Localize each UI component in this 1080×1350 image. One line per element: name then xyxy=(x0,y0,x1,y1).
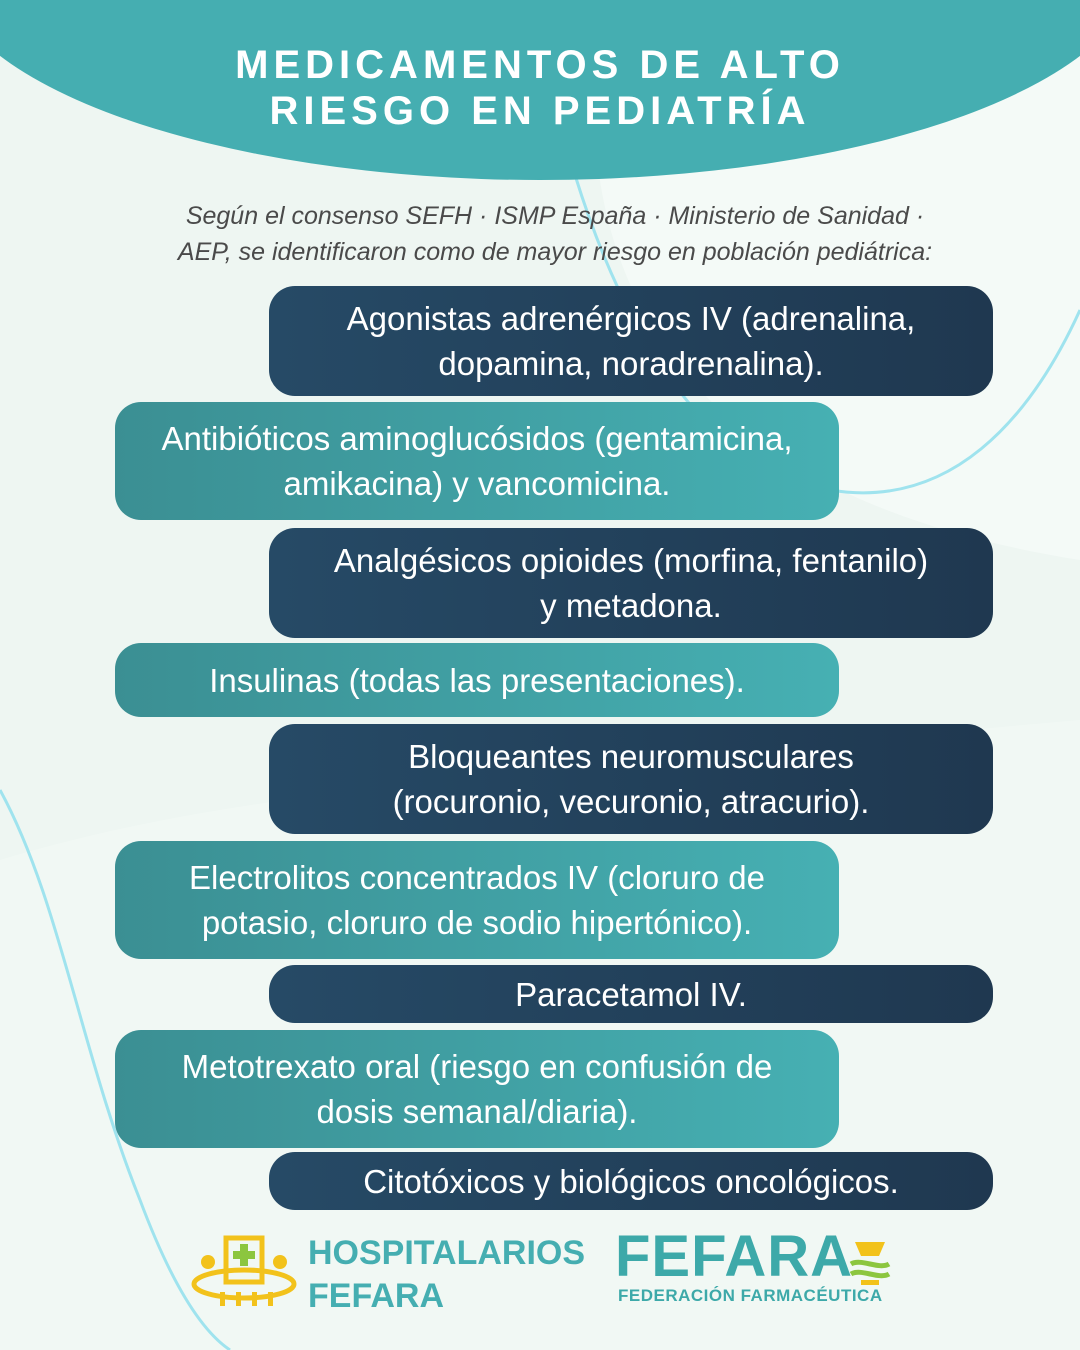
item-paracetamol xyxy=(269,965,993,1023)
hospitalarios-wordmark xyxy=(308,1232,585,1318)
fefara-wordmark: FEFARA xyxy=(615,1224,853,1289)
intro-line-1: Según el consenso SEFH · ISMP España · Ministerio de Sanidad · xyxy=(185,202,925,230)
item-text-line: dosis semanal/diaria). xyxy=(316,1093,638,1130)
item-text-line: Paracetamol IV. xyxy=(515,975,747,1013)
item-adrenergic-agonists xyxy=(269,286,993,396)
item-text-line: Electrolitos concentrados IV (cloruro de xyxy=(189,859,765,896)
title-line-2: RIESGO EN PEDIATRÍA xyxy=(269,89,811,133)
fefara-subtitle: FEDERACIÓN FARMACÉUTICA xyxy=(618,1286,883,1305)
item-aminoglycoside-antibiotics xyxy=(115,402,839,520)
item-opioid-analgesics xyxy=(269,528,993,638)
item-text-line: Citotóxicos y biológicos oncológicos. xyxy=(363,1162,899,1200)
item-text-line: Insulinas (todas las presentaciones). xyxy=(209,661,745,699)
hospital-building-icon xyxy=(190,1232,300,1310)
wordmark-line: FEFARA xyxy=(308,1277,444,1315)
fefara-logo xyxy=(615,1224,915,1310)
item-text-line: Metotrexato oral (riesgo en confusión de xyxy=(181,1048,773,1085)
item-neuromuscular-blockers xyxy=(269,724,993,834)
item-text-line: dopamina, noradrenalina). xyxy=(438,345,824,382)
item-text-line: Analgésicos opioides (morfina, fentanilo) xyxy=(333,542,929,579)
title-line-1: MEDICAMENTOS DE ALTO xyxy=(235,43,845,87)
item-text-line: potasio, cloruro de sodio hipertónico). xyxy=(201,904,753,941)
page-title xyxy=(0,42,1080,134)
pharmacy-cup-icon xyxy=(847,1234,893,1288)
item-insulins xyxy=(115,643,839,717)
intro-text xyxy=(100,198,1010,270)
item-cytotoxics xyxy=(269,1152,993,1210)
item-text-line: Bloqueantes neuromusculares xyxy=(408,738,854,775)
hospitalarios-fefara-logo xyxy=(190,1230,586,1315)
item-concentrated-electrolytes xyxy=(115,841,839,959)
item-text-line: Antibióticos aminoglucósidos (gentamicina, xyxy=(161,420,793,457)
item-text-line: y metadona. xyxy=(540,587,722,624)
intro-line-2: AEP, se identificaron como de mayor riesgo en población pediátrica: xyxy=(177,238,933,266)
item-oral-methotrexate xyxy=(115,1030,839,1148)
item-text-line: amikacina) y vancomicina. xyxy=(283,465,671,502)
item-text-line: (rocuronio, vecuronio, atracurio). xyxy=(392,783,870,820)
item-text-line: Agonistas adrenérgicos IV (adrenalina, xyxy=(346,300,916,337)
wordmark-line: HOSPITALARIOS xyxy=(308,1234,586,1272)
